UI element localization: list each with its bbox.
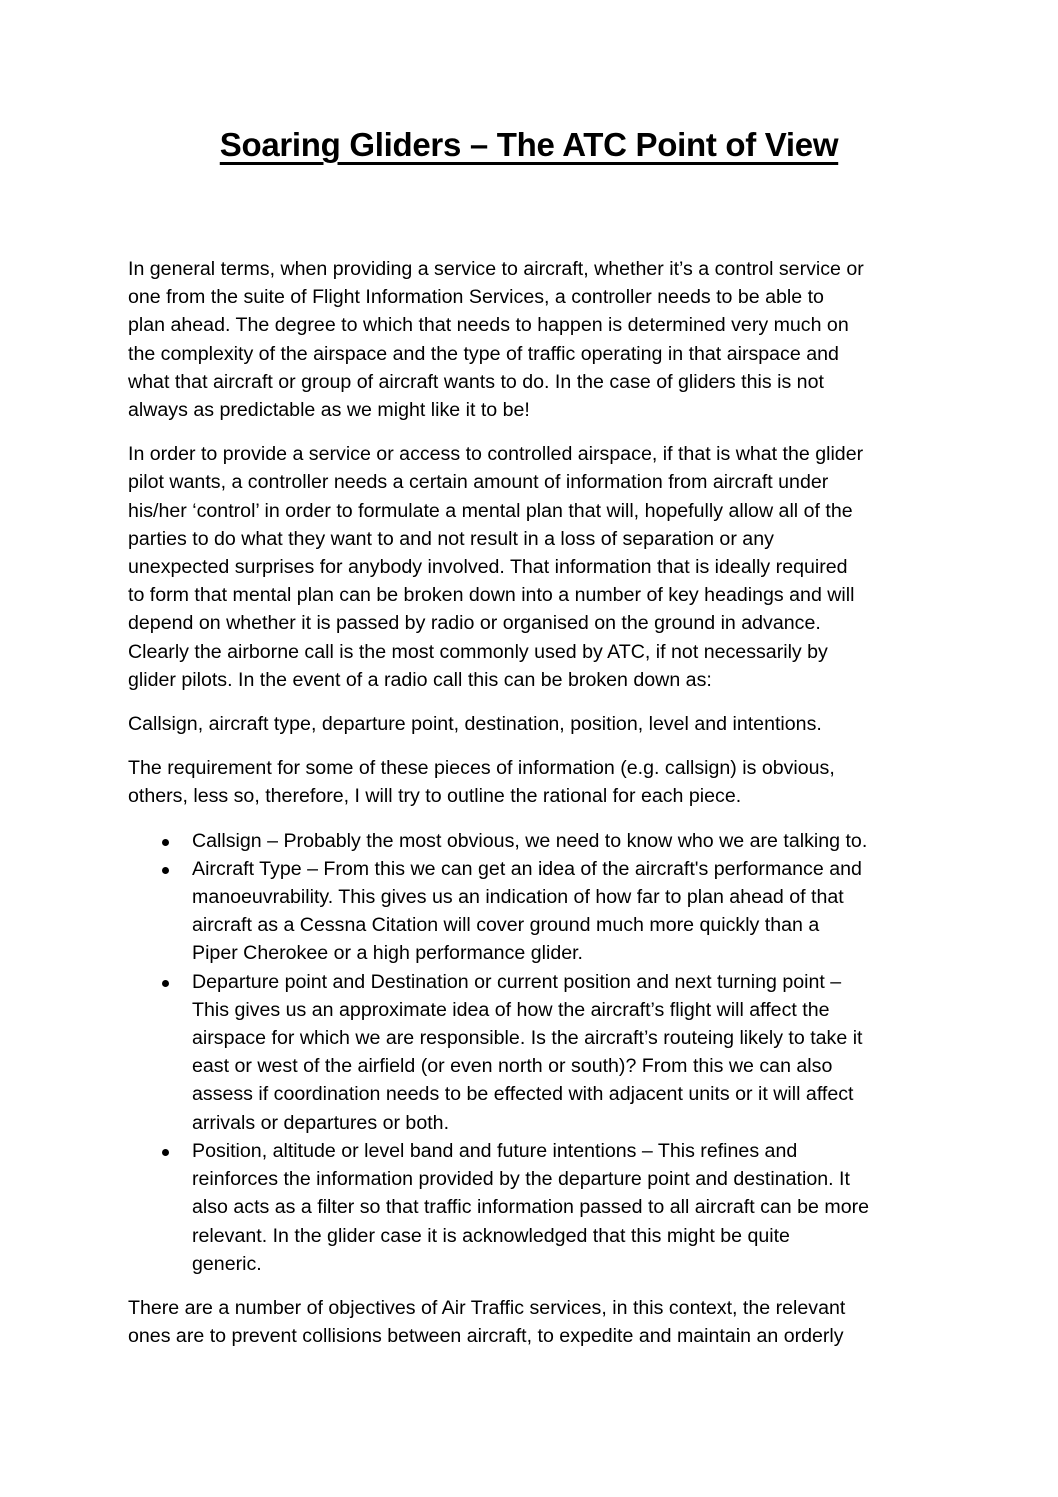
bullet-icon bbox=[162, 1149, 169, 1156]
text-line: parties to do what they want to and not result in a loss of separation or any bbox=[128, 527, 774, 550]
bullet-item-aircraft-type bbox=[128, 855, 928, 968]
text-line: to form that mental plan can be broken down into a number of key headings and will bbox=[128, 584, 855, 607]
text-line: Clearly the airborne call is the most commonly used by ATC, if not necessarily by bbox=[128, 640, 828, 663]
text-line: plan ahead. The degree to which that needs to happen is determined very much on bbox=[128, 314, 849, 337]
text-line: others, less so, therefore, I will try to outline the rational for each piece. bbox=[128, 785, 742, 808]
text-line: always as predictable as we might like it to be! bbox=[128, 399, 530, 422]
text-line: aircraft as a Cessna Citation will cover ground much more quickly than a bbox=[192, 914, 820, 937]
document-body bbox=[128, 255, 928, 1366]
text-line: one from the suite of Flight Information Services, a controller needs to be able to bbox=[128, 286, 824, 309]
document-title: Soaring Gliders – The ATC Point of View bbox=[219, 126, 839, 163]
text-line: arrivals or departures or both. bbox=[192, 1111, 450, 1134]
text-line: In general terms, when providing a service to aircraft, whether it’s a control service or bbox=[128, 258, 864, 280]
paragraph-information-requirements bbox=[128, 440, 928, 694]
bullet-item-departure-destination bbox=[128, 968, 928, 1137]
text-line: glider pilots. In the event of a radio call this can be broken down as: bbox=[128, 668, 712, 691]
bullet-icon bbox=[162, 980, 169, 987]
text-line: The requirement for some of these pieces of information (e.g. callsign) is obvious, bbox=[128, 757, 835, 780]
text-line: airspace for which we are responsible. Is the aircraft’s routeing likely to take it bbox=[192, 1027, 863, 1050]
bullet-list bbox=[128, 827, 928, 1278]
paragraph-atc-objectives bbox=[128, 1294, 928, 1350]
text-line: Callsign, aircraft type, departure point, destination, position, level and intentions. bbox=[128, 713, 822, 736]
text-line: Departure point and Destination or current position and next turning point – bbox=[192, 970, 842, 993]
text-line: relevant. In the glider case it is acknowledged that this might be quite bbox=[192, 1224, 790, 1247]
paragraph-intro bbox=[128, 255, 928, 424]
text-line: unexpected surprises for anybody involved. That information that is ideally required bbox=[128, 556, 848, 579]
text-line: Aircraft Type – From this we can get an idea of the aircraft's performance and bbox=[192, 857, 862, 880]
text-line: reinforces the information provided by the departure point and destination. It bbox=[192, 1168, 850, 1191]
text-line: In order to provide a service or access to controlled airspace, if that is what the glider bbox=[128, 443, 864, 466]
text-line: There are a number of objectives of Air Traffic services, in this context, the relevant bbox=[128, 1296, 846, 1319]
bullet-item-position-altitude bbox=[128, 1137, 928, 1278]
text-line: Piper Cherokee or a high performance glider. bbox=[192, 942, 584, 965]
text-line: depend on whether it is passed by radio or organised on the ground in advance. bbox=[128, 612, 821, 635]
text-line: also acts as a filter so that traffic information passed to all aircraft can be more bbox=[192, 1196, 870, 1219]
text-line: assess if coordination needs to be effected with adjacent units or it will affect bbox=[192, 1083, 854, 1106]
text-line: the complexity of the airspace and the type of traffic operating in that airspace and bbox=[128, 342, 839, 365]
text-line: east or west of the airfield (or even north or south)? From this we can also bbox=[192, 1055, 833, 1078]
bullet-item-callsign bbox=[128, 827, 928, 855]
text-line: pilot wants, a controller needs a certain amount of information from aircraft under bbox=[128, 471, 829, 494]
bullet-icon bbox=[162, 839, 169, 846]
text-line: manoeuvrability. This gives us an indication of how far to plan ahead of that bbox=[192, 886, 844, 909]
paragraph-rationale-intro bbox=[128, 754, 928, 810]
text-line: Callsign – Probably the most obvious, we need to know who we are talking to. bbox=[192, 829, 868, 852]
text-line: This gives us an approximate idea of how the aircraft’s flight will affect the bbox=[192, 998, 830, 1021]
text-line: what that aircraft or group of aircraft wants to do. In the case of gliders this is not bbox=[128, 370, 824, 393]
text-line: his/her ‘control’ in order to formulate a mental plan that will, hopefully allow all of the bbox=[128, 499, 853, 522]
text-line: generic. bbox=[192, 1252, 262, 1275]
text-line: ones are to prevent collisions between aircraft, to expedite and maintain an orderly bbox=[128, 1325, 844, 1348]
bullet-icon bbox=[162, 867, 169, 874]
paragraph-radio-call-elements bbox=[128, 710, 928, 738]
text-line: Position, altitude or level band and future intentions – This refines and bbox=[192, 1139, 798, 1162]
